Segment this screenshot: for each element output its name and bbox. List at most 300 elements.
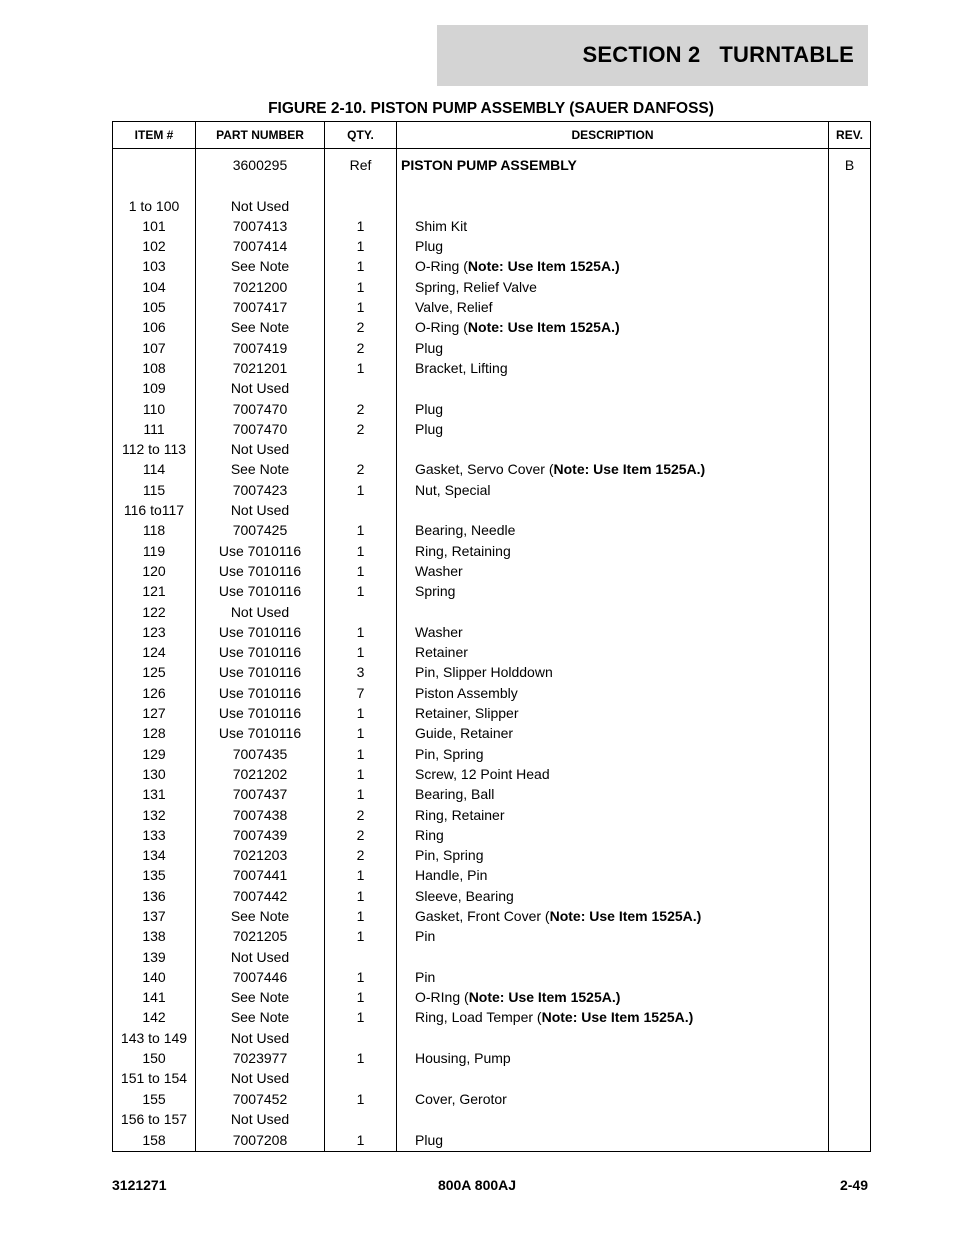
description-text: Gasket, Front Cover ( — [415, 907, 550, 924]
table-row — [113, 500, 871, 520]
table-row — [113, 399, 871, 419]
table-row — [113, 642, 871, 662]
table-row — [113, 723, 871, 743]
table-body — [113, 149, 871, 1152]
part-number-cell: See Note — [196, 256, 325, 276]
description-cell — [397, 662, 829, 682]
item-cell: 1 to 100 — [113, 196, 196, 216]
description-cell — [397, 541, 829, 561]
qty-cell: 1 — [325, 703, 397, 723]
description-cell — [397, 236, 829, 256]
part-number-cell: 7021205 — [196, 926, 325, 946]
table-row — [113, 602, 871, 622]
qty-cell — [325, 378, 397, 398]
description-cell — [397, 622, 829, 642]
footer-document-number: 3121271 — [112, 1177, 167, 1193]
description-text: Guide, Retainer — [415, 725, 514, 742]
item-cell: 150 — [113, 1048, 196, 1068]
part-number-cell: Use 7010116 — [196, 561, 325, 581]
description-cell — [397, 1089, 829, 1109]
table-row — [113, 419, 871, 439]
column-header-item: ITEM # — [113, 122, 196, 149]
item-cell: 128 — [113, 723, 196, 743]
description-text: Piston Assembly — [415, 684, 518, 701]
qty-cell: 1 — [325, 561, 397, 581]
part-number-cell: Not Used — [196, 1068, 325, 1088]
part-number-cell: 7007452 — [196, 1089, 325, 1109]
part-number-cell: 7007417 — [196, 297, 325, 317]
item-cell: 109 — [113, 378, 196, 398]
part-number-cell: Use 7010116 — [196, 622, 325, 642]
qty-cell: 2 — [325, 338, 397, 358]
description-cell — [397, 399, 829, 419]
description-note: Note: Use Item 1525A.) — [553, 461, 706, 478]
description-cell — [397, 256, 829, 276]
qty-cell: 2 — [325, 825, 397, 845]
rev-cell — [829, 317, 871, 337]
table-row — [113, 1028, 871, 1048]
description-cell — [397, 703, 829, 723]
item-cell: 137 — [113, 906, 196, 926]
item-cell: 133 — [113, 825, 196, 845]
part-number-cell: 7007441 — [196, 865, 325, 885]
table-row — [113, 703, 871, 723]
table-row — [113, 622, 871, 642]
qty-cell: 1 — [325, 886, 397, 906]
item-cell: 101 — [113, 216, 196, 236]
description-text: Washer — [415, 623, 463, 640]
item-cell: 104 — [113, 277, 196, 297]
description-cell — [397, 216, 829, 236]
description-cell — [397, 561, 829, 581]
table-row — [113, 662, 871, 682]
description-text: Shim Kit — [415, 217, 468, 234]
part-number-cell: Not Used — [196, 378, 325, 398]
qty-cell — [325, 947, 397, 967]
rev-cell — [829, 561, 871, 581]
qty-cell: 1 — [325, 520, 397, 540]
rev-cell — [829, 236, 871, 256]
description-cell — [397, 906, 829, 926]
description-text: Housing, Pump — [415, 1050, 511, 1067]
part-number-cell: Use 7010116 — [196, 703, 325, 723]
description-cell — [397, 317, 829, 337]
description-text: Ring — [415, 826, 444, 843]
part-number-cell: 7007413 — [196, 216, 325, 236]
part-number-cell: Not Used — [196, 947, 325, 967]
table-row — [113, 987, 871, 1007]
table-row — [113, 378, 871, 398]
table-row — [113, 845, 871, 865]
description-text: Pin, Spring — [415, 847, 484, 864]
item-cell: 118 — [113, 520, 196, 540]
table-row — [113, 439, 871, 459]
rev-cell — [829, 723, 871, 743]
item-cell: 138 — [113, 926, 196, 946]
qty-cell — [325, 439, 397, 459]
part-number-cell: 7007414 — [196, 236, 325, 256]
part-number-cell: 7021202 — [196, 764, 325, 784]
rev-cell — [829, 703, 871, 723]
description-cell — [397, 642, 829, 662]
description-text: Pin — [415, 928, 436, 945]
qty-cell: 7 — [325, 683, 397, 703]
rev-cell — [829, 500, 871, 520]
rev-cell — [829, 459, 871, 479]
qty-cell: 1 — [325, 987, 397, 1007]
description-cell — [397, 1028, 829, 1048]
part-number-cell: 7007419 — [196, 338, 325, 358]
description-cell — [397, 967, 829, 987]
part-number-cell: See Note — [196, 459, 325, 479]
part-number-cell: 7007435 — [196, 744, 325, 764]
rev-cell — [829, 865, 871, 885]
qty-cell — [325, 500, 397, 520]
item-cell: 143 to 149 — [113, 1028, 196, 1048]
description-text: Handle, Pin — [415, 867, 488, 884]
table-row — [113, 1109, 871, 1129]
qty-cell: 1 — [325, 744, 397, 764]
table-row — [113, 683, 871, 703]
rev-cell — [829, 744, 871, 764]
item-cell: 136 — [113, 886, 196, 906]
description-text: Ring, Load Temper ( — [415, 1009, 542, 1026]
rev-cell — [829, 642, 871, 662]
table-row — [113, 886, 871, 906]
description-text: Pin, Slipper Holddown — [415, 664, 553, 681]
table-row — [113, 805, 871, 825]
description-text: Screw, 12 Point Head — [415, 765, 550, 782]
column-header-part-number: PART NUMBER — [196, 122, 325, 149]
footer-model: 800A 800AJ — [437, 1177, 517, 1193]
rev-cell — [829, 967, 871, 987]
part-number-cell: See Note — [196, 906, 325, 926]
qty-cell — [325, 1068, 397, 1088]
item-cell: 156 to 157 — [113, 1109, 196, 1129]
rev-cell — [829, 439, 871, 459]
item-cell: 155 — [113, 1089, 196, 1109]
qty-cell: 1 — [325, 1129, 397, 1152]
qty-cell: 1 — [325, 541, 397, 561]
qty-cell: 1 — [325, 967, 397, 987]
description-text: Spring, Relief Valve — [415, 278, 537, 295]
rev-cell — [829, 622, 871, 642]
description-cell — [397, 845, 829, 865]
rev-cell — [829, 1129, 871, 1152]
description-text: O-Ring ( — [415, 319, 468, 336]
description-note: Note: Use Item 1525A.) — [467, 258, 620, 275]
item-cell: 106 — [113, 317, 196, 337]
qty-cell: 1 — [325, 236, 397, 256]
item-cell: 125 — [113, 662, 196, 682]
description-text: Plug — [415, 238, 444, 255]
qty-cell: 3 — [325, 662, 397, 682]
description-text: Retainer — [415, 644, 468, 661]
rev-cell — [829, 764, 871, 784]
part-number-cell: Use 7010116 — [196, 683, 325, 703]
item-cell: 114 — [113, 459, 196, 479]
rev-cell — [829, 1028, 871, 1048]
description-text: Bracket, Lifting — [415, 359, 508, 376]
description-text: Plug — [415, 339, 444, 356]
rev-cell — [829, 987, 871, 1007]
qty-cell: 1 — [325, 581, 397, 601]
rev-cell — [829, 419, 871, 439]
description-text: Retainer, Slipper — [415, 705, 519, 722]
column-header-qty: QTY. — [325, 122, 397, 149]
column-header-rev: REV. — [829, 122, 871, 149]
description-cell — [397, 581, 829, 601]
rev-cell — [829, 541, 871, 561]
rev-cell — [829, 825, 871, 845]
rev-cell — [829, 378, 871, 398]
table-row — [113, 236, 871, 256]
qty-cell — [325, 1028, 397, 1048]
rev-cell — [829, 520, 871, 540]
rev-cell — [829, 1007, 871, 1027]
rev-cell — [829, 581, 871, 601]
rev-cell: B — [829, 149, 871, 176]
table-row — [113, 906, 871, 926]
rev-cell — [829, 1109, 871, 1129]
qty-cell: 1 — [325, 1089, 397, 1109]
part-number-cell: 7021203 — [196, 845, 325, 865]
rev-cell — [829, 602, 871, 622]
description-cell — [397, 683, 829, 703]
part-number-cell: Use 7010116 — [196, 642, 325, 662]
footer-page-number: 2-49 — [839, 1177, 868, 1193]
description-cell — [397, 926, 829, 946]
description-text: Washer — [415, 562, 463, 579]
table-row — [113, 1068, 871, 1088]
item-cell: 112 to 113 — [113, 439, 196, 459]
figure-title: FIGURE 2-10. PISTON PUMP ASSEMBLY (SAUER DANFOSS) — [268, 100, 714, 117]
table-row — [113, 196, 871, 216]
qty-cell: 2 — [325, 845, 397, 865]
description-text: Nut, Special — [415, 481, 491, 498]
description-cell — [397, 378, 829, 398]
description-cell — [397, 723, 829, 743]
rev-cell — [829, 906, 871, 926]
qty-cell: 1 — [325, 865, 397, 885]
table-row — [113, 277, 871, 297]
item-cell: 127 — [113, 703, 196, 723]
item-cell: 132 — [113, 805, 196, 825]
section-title: SECTION 2 TURNTABLE — [582, 42, 854, 67]
qty-cell: 1 — [325, 358, 397, 378]
table-row — [113, 926, 871, 946]
item-cell: 124 — [113, 642, 196, 662]
item-cell: 122 — [113, 602, 196, 622]
description-cell — [397, 886, 829, 906]
description-cell — [397, 358, 829, 378]
part-number-cell: Not Used — [196, 1028, 325, 1048]
table-row — [113, 865, 871, 885]
rev-cell — [829, 358, 871, 378]
qty-cell: 1 — [325, 1048, 397, 1068]
table-row — [113, 1089, 871, 1109]
item-cell: 141 — [113, 987, 196, 1007]
part-number-cell: Not Used — [196, 439, 325, 459]
description-cell — [397, 805, 829, 825]
description-cell — [397, 297, 829, 317]
rev-cell — [829, 784, 871, 804]
part-number-cell: See Note — [196, 317, 325, 337]
item-cell: 110 — [113, 399, 196, 419]
qty-cell: 1 — [325, 297, 397, 317]
item-cell: 116 to117 — [113, 500, 196, 520]
part-number-cell: 7007425 — [196, 520, 325, 540]
description-text: Ring, Retainer — [415, 806, 505, 823]
item-cell: 105 — [113, 297, 196, 317]
description-text: O-Ring ( — [415, 258, 468, 275]
part-number-cell: 7007438 — [196, 805, 325, 825]
qty-cell: 1 — [325, 784, 397, 804]
description-cell — [397, 1109, 829, 1129]
description-cell — [397, 744, 829, 764]
rev-cell — [829, 1048, 871, 1068]
qty-cell: 1 — [325, 906, 397, 926]
part-number-cell: 7021201 — [196, 358, 325, 378]
description-cell — [397, 1068, 829, 1088]
description-cell — [397, 987, 829, 1007]
item-cell: 142 — [113, 1007, 196, 1027]
item-cell: 126 — [113, 683, 196, 703]
item-cell: 111 — [113, 419, 196, 439]
part-number-cell: 7007470 — [196, 419, 325, 439]
table-row — [113, 764, 871, 784]
description-cell — [397, 1048, 829, 1068]
part-number-cell: Not Used — [196, 602, 325, 622]
qty-cell: 1 — [325, 480, 397, 500]
description-cell: PISTON PUMP ASSEMBLY — [397, 149, 829, 176]
part-number-cell: 7007439 — [196, 825, 325, 845]
item-cell: 103 — [113, 256, 196, 276]
description-cell — [397, 439, 829, 459]
description-text: Plug — [415, 1132, 444, 1149]
part-number-cell: 7007470 — [196, 399, 325, 419]
description-text: Pin — [415, 968, 436, 985]
description-note: Note: Use Item 1525A.) — [468, 989, 621, 1006]
description-note: Note: Use Item 1525A.) — [549, 907, 702, 924]
rev-cell — [829, 196, 871, 216]
part-number-cell: 7007446 — [196, 967, 325, 987]
qty-cell: 2 — [325, 399, 397, 419]
item-cell: 129 — [113, 744, 196, 764]
part-number-cell: Use 7010116 — [196, 541, 325, 561]
table-row — [113, 784, 871, 804]
qty-cell: 1 — [325, 277, 397, 297]
qty-cell: 1 — [325, 926, 397, 946]
item-cell: 139 — [113, 947, 196, 967]
description-cell — [397, 865, 829, 885]
spacer-row — [113, 175, 871, 195]
rev-cell — [829, 926, 871, 946]
rev-cell — [829, 256, 871, 276]
qty-cell — [325, 1109, 397, 1129]
rev-cell — [829, 297, 871, 317]
table-row — [113, 1129, 871, 1152]
qty-cell: 1 — [325, 642, 397, 662]
part-number-cell: Not Used — [196, 500, 325, 520]
part-number-cell: 7007208 — [196, 1129, 325, 1152]
rev-cell — [829, 805, 871, 825]
part-number-cell: Use 7010116 — [196, 581, 325, 601]
description-cell — [397, 277, 829, 297]
item-cell: 102 — [113, 236, 196, 256]
description-cell — [397, 947, 829, 967]
table-row — [113, 1048, 871, 1068]
item-cell: 140 — [113, 967, 196, 987]
qty-cell: 2 — [325, 805, 397, 825]
qty-cell: 1 — [325, 723, 397, 743]
part-number-cell: Use 7010116 — [196, 723, 325, 743]
qty-cell: 2 — [325, 459, 397, 479]
rev-cell — [829, 1068, 871, 1088]
rev-cell — [829, 947, 871, 967]
table-row — [113, 520, 871, 540]
qty-cell — [325, 602, 397, 622]
part-number-cell: See Note — [196, 987, 325, 1007]
description-cell — [397, 825, 829, 845]
table-row — [113, 581, 871, 601]
item-cell: 107 — [113, 338, 196, 358]
description-note: Note: Use Item 1525A.) — [541, 1009, 694, 1026]
rev-cell — [829, 1089, 871, 1109]
part-number-cell: See Note — [196, 1007, 325, 1027]
table-row — [113, 744, 871, 764]
description-text: Sleeve, Bearing — [415, 887, 514, 904]
item-cell: 115 — [113, 480, 196, 500]
table-row — [113, 216, 871, 236]
qty-cell: 2 — [325, 317, 397, 337]
qty-cell: 2 — [325, 419, 397, 439]
description-text: Cover, Gerotor — [415, 1090, 507, 1107]
item-cell: 108 — [113, 358, 196, 378]
rev-cell — [829, 216, 871, 236]
description-text: Valve, Relief — [415, 299, 493, 316]
part-number-cell: Not Used — [196, 1109, 325, 1129]
table-row — [113, 297, 871, 317]
description-text: Gasket, Servo Cover ( — [415, 461, 554, 478]
item-cell: 131 — [113, 784, 196, 804]
table-row — [113, 967, 871, 987]
description-note: Note: Use Item 1525A.) — [467, 319, 620, 336]
table-row — [113, 825, 871, 845]
description-text: Bearing, Needle — [415, 522, 516, 539]
rev-cell — [829, 399, 871, 419]
section-header — [437, 25, 868, 86]
item-cell: 121 — [113, 581, 196, 601]
description-text: Pin, Spring — [415, 745, 484, 762]
item-cell: 119 — [113, 541, 196, 561]
description-text: Plug — [415, 420, 444, 437]
rev-cell — [829, 845, 871, 865]
item-cell — [113, 149, 196, 176]
table-row — [113, 256, 871, 276]
description-cell — [397, 459, 829, 479]
description-cell — [397, 520, 829, 540]
description-text: O-RIng ( — [415, 989, 469, 1006]
rev-cell — [829, 480, 871, 500]
description-cell — [397, 784, 829, 804]
table-row — [113, 947, 871, 967]
qty-cell: 1 — [325, 256, 397, 276]
description-cell — [397, 602, 829, 622]
rev-cell — [829, 886, 871, 906]
part-number-cell: 7007442 — [196, 886, 325, 906]
qty-cell: 1 — [325, 1007, 397, 1027]
